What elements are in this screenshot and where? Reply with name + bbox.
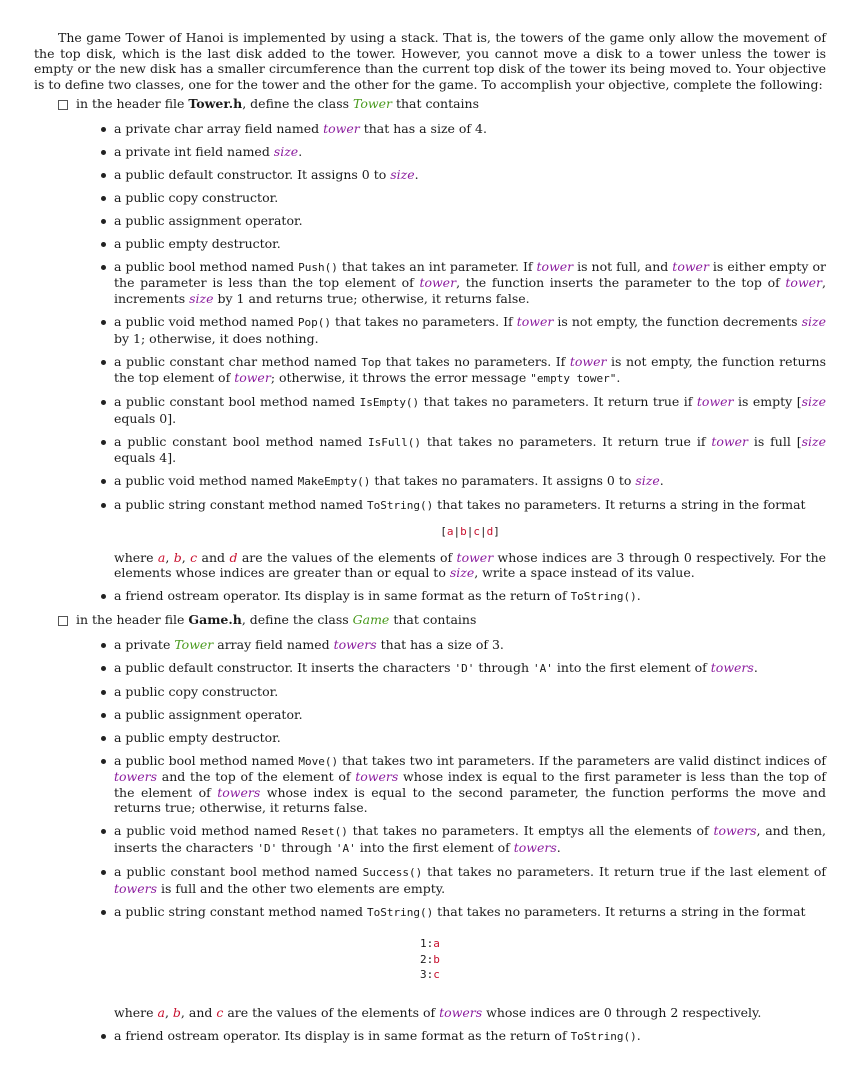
text-span: array field named xyxy=(213,636,334,652)
text-span: equals 0]. xyxy=(114,410,177,426)
variable-name: towers xyxy=(710,659,754,675)
bullet-icon xyxy=(101,360,106,365)
text-span: a private xyxy=(114,636,175,652)
text-span: , the function inserts the parameter to the top of xyxy=(456,275,786,291)
placeholder-symbol: c xyxy=(473,524,480,538)
text-span: . xyxy=(414,166,419,182)
text-span: by 1 and returns true; otherwise, it returns false. xyxy=(213,291,530,307)
text-span: a public string constant method named xyxy=(114,497,367,513)
variable-name: tower xyxy=(536,258,574,274)
text-span: 3: xyxy=(420,968,434,982)
checkbox-icon[interactable] xyxy=(58,100,68,110)
bullet-icon xyxy=(101,440,106,445)
format-line xyxy=(420,936,826,952)
placeholder-symbol: a xyxy=(446,524,454,538)
bullet-icon xyxy=(101,643,106,648)
code-token: ToString() xyxy=(570,1029,637,1043)
list-item xyxy=(114,190,826,206)
bullet-icon xyxy=(101,870,106,875)
text-span: that contains xyxy=(389,612,477,628)
variable-name: size xyxy=(189,291,214,307)
list-item xyxy=(114,394,826,426)
text-span: , xyxy=(165,549,174,565)
text-span: a friend ostream operator. Its display is in same format as the return of xyxy=(114,588,571,604)
text-span: whose index is equal to the second parameter, the function performs the move and returns true; otherwise, it returns false. xyxy=(114,784,826,816)
variable-name: towers xyxy=(355,769,399,785)
text-span: is full and the other two elements are empty. xyxy=(157,880,446,896)
variable-name: tower xyxy=(569,353,607,369)
variable-name: size xyxy=(801,433,826,449)
bullet-icon xyxy=(101,400,106,405)
list-item xyxy=(114,497,826,580)
variable-name: tower xyxy=(696,394,734,410)
variable-name: towers xyxy=(439,1004,483,1020)
text-span: a public void method named xyxy=(114,473,298,489)
text-span: a public constant char method named xyxy=(114,353,362,369)
text-span: that takes no parameters. If xyxy=(331,314,517,330)
list-item xyxy=(114,823,826,856)
variable-name: tower xyxy=(785,275,823,291)
class-name: Tower xyxy=(353,96,392,112)
list-item xyxy=(114,236,826,252)
text-span: . xyxy=(556,839,561,855)
document-page xyxy=(34,30,826,1052)
text-span: and xyxy=(197,549,230,565)
text-span: a public constant bool method named xyxy=(114,394,360,410)
text-span: that contains xyxy=(392,96,480,112)
code-token: 'A' xyxy=(532,661,553,675)
bullet-icon xyxy=(101,736,106,741)
text-span: whose indices are 0 through 2 respectively. xyxy=(482,1004,762,1020)
placeholder-symbol: d xyxy=(229,549,238,565)
text-span: 2: xyxy=(420,952,434,966)
task-game-heading xyxy=(58,612,826,628)
class-name: Game xyxy=(352,612,390,628)
text-span: . xyxy=(636,1027,641,1043)
text-span: whose indices are 3 through 0 respectively. For the elements whose indices are greater than or equal to xyxy=(114,549,827,581)
bullet-icon xyxy=(101,150,106,155)
variable-name: tower xyxy=(419,275,457,291)
text-span: equals 4]. xyxy=(114,450,177,466)
placeholder-symbol: b xyxy=(172,1004,181,1020)
text-span: is full [ xyxy=(747,433,802,449)
text-span: a public default constructor. It inserts the characters xyxy=(114,659,455,675)
code-token: Pop() xyxy=(297,316,332,330)
text-span: in the header file xyxy=(76,612,189,628)
text-span: a public copy constructor. xyxy=(114,683,279,699)
text-span: a public assignment operator. xyxy=(114,706,303,722)
text-span: a public copy constructor. xyxy=(114,189,279,205)
list-item xyxy=(114,1028,826,1045)
placeholder-symbol: a xyxy=(157,549,166,565)
text-span: ] xyxy=(493,524,500,538)
list-item xyxy=(114,121,826,137)
class-name: Tower xyxy=(174,636,214,652)
bullet-icon xyxy=(101,219,106,224)
code-token: Success() xyxy=(362,865,423,879)
text-span: , xyxy=(164,1004,173,1020)
text-span: that takes two int parameters. If the parameters are valid distinct indices of xyxy=(338,752,826,768)
code-token: Push() xyxy=(298,260,338,274)
code-token: ToString() xyxy=(366,905,434,919)
text-span: into the first element of xyxy=(552,659,711,675)
list-item xyxy=(114,354,826,387)
text-span: that takes no parameters. If xyxy=(381,353,570,369)
text-span: . xyxy=(616,370,621,386)
text-span: are the values of the elements of xyxy=(223,1004,440,1020)
text-span: a public assignment operator. xyxy=(114,212,303,228)
text-span: a public default constructor. It assigns 0 to xyxy=(114,166,391,182)
text-span: in the header file xyxy=(76,96,189,112)
code-token: MakeEmpty() xyxy=(297,475,371,489)
text-span: , xyxy=(181,549,191,565)
tower-format-explanation xyxy=(114,550,826,581)
variable-name: towers xyxy=(114,769,158,785)
bullet-icon xyxy=(101,479,106,484)
file-name: Game.h xyxy=(188,612,242,628)
code-token: 'D' xyxy=(257,841,278,855)
placeholder-symbol: b xyxy=(173,549,182,565)
text-span: that has a size of 3. xyxy=(376,636,504,652)
game-format-explanation xyxy=(114,1005,826,1021)
text-span: is not empty, the function returns the top element of xyxy=(114,353,826,386)
text-span: whose index is equal to the first parameter is less than the top of the element of xyxy=(114,769,826,800)
game-requirements-list xyxy=(58,637,826,1045)
text-span: , and xyxy=(180,1004,217,1020)
text-span: | xyxy=(466,524,474,538)
text-span: that takes no parameters. It returns a string in the format xyxy=(433,497,806,513)
text-span: into the first element of xyxy=(355,839,514,855)
variable-name: towers xyxy=(333,636,377,652)
text-span: where xyxy=(114,549,158,565)
task-tower-heading xyxy=(58,96,826,112)
text-span: | xyxy=(479,524,487,538)
list-item xyxy=(114,473,826,490)
code-token: 'D' xyxy=(454,661,475,675)
text-span: that has a size of 4. xyxy=(359,120,487,136)
list-item xyxy=(114,637,826,653)
text-span: is not full, and xyxy=(573,258,673,274)
text-span: ; otherwise, it throws the error message xyxy=(270,370,531,386)
text-span: a public void method named xyxy=(114,823,302,839)
text-span: a public constant bool method named xyxy=(114,433,368,449)
variable-name: towers xyxy=(713,823,757,839)
text-span: is either empty or the parameter is less than the top element of xyxy=(114,258,826,291)
variable-name: tower xyxy=(323,120,360,136)
text-span: a private int field named xyxy=(114,143,274,159)
variable-name: towers xyxy=(217,784,261,800)
text-span: , write a space instead of its value. xyxy=(474,565,695,581)
text-span: . xyxy=(659,473,664,489)
list-item xyxy=(114,434,826,466)
variable-name: size xyxy=(390,166,415,182)
variable-name: towers xyxy=(114,880,158,896)
list-item xyxy=(114,314,826,346)
list-item xyxy=(114,904,826,1021)
list-item xyxy=(114,707,826,723)
bullet-icon xyxy=(101,690,106,695)
file-name: Tower.h xyxy=(188,96,243,112)
bullet-icon xyxy=(101,713,106,718)
text-span: are the values of the elements of xyxy=(237,549,457,565)
format-line xyxy=(420,967,826,983)
variable-name: size xyxy=(801,314,826,330)
variable-name: size xyxy=(449,565,475,581)
text-span: a friend ostream operator. Its display is in same format as the return of xyxy=(114,1027,571,1043)
list-item xyxy=(114,167,826,183)
variable-name: towers xyxy=(513,839,557,855)
code-token: 'A' xyxy=(335,841,356,855)
variable-name: tower xyxy=(711,433,748,449)
text-span: a public empty destructor. xyxy=(114,729,281,745)
text-span: | xyxy=(453,524,461,538)
placeholder-symbol: b xyxy=(460,524,467,538)
list-item xyxy=(114,684,826,700)
text-span: that takes an int parameter. If xyxy=(337,258,537,274)
text-span: that takes no paramaters. It assigns 0 to xyxy=(370,473,636,489)
code-token: Top xyxy=(361,355,382,369)
text-span: a public empty destructor. xyxy=(114,235,281,251)
text-span: . xyxy=(753,659,758,675)
list-item xyxy=(114,144,826,160)
code-token: ToString() xyxy=(366,499,434,513)
list-item xyxy=(114,753,826,816)
text-span: , define the class xyxy=(241,612,353,628)
list-item xyxy=(114,588,826,605)
placeholder-symbol: d xyxy=(486,524,494,538)
bullet-icon xyxy=(101,173,106,178)
text-span: that takes no parameters. It return true if xyxy=(420,433,712,449)
bullet-icon xyxy=(101,265,106,270)
placeholder-symbol: c xyxy=(216,1004,224,1020)
text-span: . xyxy=(636,588,641,604)
text-span: a public void method named xyxy=(114,314,298,330)
text-span: where xyxy=(114,1004,158,1020)
text-span: a private char array field named xyxy=(114,120,324,136)
code-token: "empty tower" xyxy=(530,372,617,386)
placeholder-symbol: b xyxy=(433,952,440,966)
text-span: by 1; otherwise, it does nothing. xyxy=(114,330,319,346)
text-span: 1: xyxy=(420,937,434,951)
tower-requirements-list xyxy=(58,121,826,605)
text-span: , define the class xyxy=(242,96,354,112)
variable-name: tower xyxy=(234,370,271,386)
code-token: Move() xyxy=(298,754,339,768)
list-item xyxy=(114,660,826,677)
tower-format-example xyxy=(114,524,826,540)
variable-name: size xyxy=(635,473,660,489)
text-span: a public constant bool method named xyxy=(114,863,363,879)
task-tower xyxy=(58,96,826,604)
code-token: IsFull() xyxy=(368,435,421,449)
placeholder-symbol: c xyxy=(190,549,198,565)
placeholder-symbol: a xyxy=(433,937,440,951)
bullet-icon xyxy=(101,759,106,764)
checkbox-icon[interactable] xyxy=(58,616,68,626)
variable-name: tower xyxy=(456,549,494,565)
text-span: , and then, inserts the characters xyxy=(114,823,826,855)
list-item xyxy=(114,730,826,746)
text-span: , increments xyxy=(114,275,827,307)
variable-name: size xyxy=(801,394,826,410)
placeholder-symbol: c xyxy=(433,968,440,982)
text-span: that takes no parameters. It return true if xyxy=(419,394,697,410)
text-span: a public string constant method named xyxy=(114,903,367,919)
code-token: Reset() xyxy=(301,825,348,839)
bullet-icon xyxy=(101,910,106,915)
list-item xyxy=(114,259,826,307)
bullet-icon xyxy=(101,127,106,132)
text-span: through xyxy=(474,659,533,675)
bullet-icon xyxy=(101,196,106,201)
bullet-icon xyxy=(101,1034,106,1039)
text-span: [ xyxy=(440,524,447,538)
text-span: that takes no parameters. It emptys all the elements of xyxy=(347,823,714,839)
intro-paragraph: The game Tower of Hanoi is implemented by using a stack. That is, the towers of the game only allow the movement of the top disk, which is the last disk added to the tower. However, you cannot move a disk to a tower unless the tower is empty or the new disk has a smaller circumference than the current top disk of the tower its being moved to. Your objective is to define two classes, one for the tower and the other for the game. To accomplish your objective, complete the following: xyxy=(34,30,826,92)
text-span: is not empty, the function decrements xyxy=(553,314,802,330)
placeholder-symbol: a xyxy=(157,1004,165,1020)
text-span: . xyxy=(298,143,303,159)
bullet-icon xyxy=(101,242,106,247)
variable-name: size xyxy=(273,143,299,159)
text-span: a public bool method named xyxy=(114,258,299,274)
bullet-icon xyxy=(101,666,106,671)
text-span: that takes no parameters. It return true if the last element of xyxy=(422,863,827,879)
bullet-icon xyxy=(101,829,106,834)
variable-name: tower xyxy=(516,314,554,330)
bullet-icon xyxy=(101,320,106,325)
text-span: is empty [ xyxy=(733,394,802,410)
format-line xyxy=(420,952,826,968)
text-span: that takes no parameters. It returns a string in the format xyxy=(433,903,806,919)
variable-name: tower xyxy=(672,258,709,274)
bullet-icon xyxy=(101,594,106,599)
text-span: through xyxy=(277,839,336,855)
text-span: a public bool method named xyxy=(114,752,299,768)
code-token: IsEmpty() xyxy=(359,396,420,410)
game-format-example xyxy=(114,936,826,983)
text-span: and the top of the element of xyxy=(157,769,356,785)
list-item xyxy=(114,213,826,229)
bullet-icon xyxy=(101,503,106,508)
list-item xyxy=(114,864,826,896)
code-token: ToString() xyxy=(570,590,637,604)
task-game xyxy=(58,612,826,1044)
